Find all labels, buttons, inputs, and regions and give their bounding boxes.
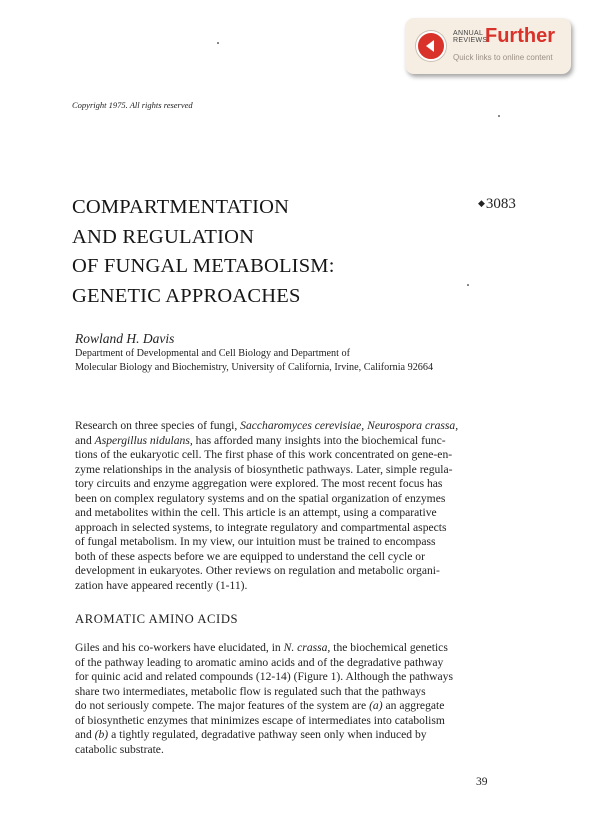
text-line [75, 728, 520, 743]
title-line: OF FUNGAL METABOLISM: [72, 255, 335, 277]
text-line: tions of the eukaryotic cell. The first phase of this work concentrated on gene-en- [75, 448, 453, 461]
list-marker: (b) [94, 728, 109, 741]
badge-publisher-label: ANNUAL REVIEWS [453, 30, 488, 44]
badge-further-label: Further [485, 25, 555, 47]
text-run: the biochemical genetics [330, 641, 448, 654]
badge-quick-links-text: Quick links to online content [453, 53, 553, 62]
text-line: tory circuits and enzyme aggregation were explored. The most recent focus has [75, 477, 443, 490]
species-names: Saccharomyces cerevisiae, Neurospora crassa, [240, 419, 459, 432]
affiliation-line: Department of Developmental and Cell Biology and Department of [75, 348, 350, 359]
text-line: been on complex regulatory systems and on the spatial organization of enzymes [75, 491, 446, 505]
text-line: share two intermediates, metabolic flow is regulated such that the pathways [75, 684, 426, 698]
scan-speck [498, 115, 500, 117]
article-title [72, 193, 432, 311]
text-run: has afforded many insights into the biochemical func- [192, 433, 446, 447]
text-line: of fungal metabolism. In my view, our intuition must be trained to encompass [75, 535, 436, 548]
text-line: of the pathway leading to aromatic amino acids and of the degradative pathway [75, 655, 444, 669]
title-line: AND REGULATION [72, 225, 255, 248]
section-paragraph [75, 641, 520, 757]
text-run: Giles and his co-workers have elucidated, in [75, 641, 284, 654]
list-marker: (a) [369, 699, 383, 712]
text-line: of biosynthetic enzymes that minimizes escape of intermediates into catabolism [75, 713, 445, 727]
scan-speck [467, 284, 469, 286]
text-line [75, 434, 520, 449]
text-line [75, 419, 520, 434]
text-line: zation have appeared recently (1-11). [75, 578, 248, 592]
article-code-number: 3083 [485, 196, 516, 212]
text-line [75, 699, 520, 714]
text-line: development in eukaryotes. Other reviews on regulation and metabolic organi- [75, 564, 440, 577]
diamond-icon: ◆ [478, 198, 485, 208]
text-line: catabolic substrate. [75, 742, 164, 756]
author-name: Rowland H. Davis [75, 331, 175, 346]
article-code [478, 196, 516, 213]
species-name: N. crassa, [283, 641, 331, 654]
page-number: 39 [476, 776, 488, 788]
abstract-paragraph [75, 419, 520, 593]
title-line: GENETIC APPROACHES [72, 284, 301, 307]
text-line: for quinic acid and related compounds (12-14) (Figure 1). Although the pathways [75, 670, 453, 683]
scan-speck [217, 42, 219, 44]
play-back-icon [416, 31, 446, 61]
copyright-notice: Copyright 1975. All rights reserved [72, 100, 193, 110]
annual-reviews-further-badge[interactable] [405, 18, 571, 74]
section-heading: AROMATIC AMINO ACIDS [75, 612, 239, 626]
text-run: an aggregate [382, 699, 445, 712]
text-line: both of these aspects before we are equipped to understand the cell cycle or [75, 549, 425, 563]
text-run: do not seriously compete. The major features of the system are [75, 699, 370, 712]
species-name: Aspergillus nidulans, [94, 433, 193, 447]
text-run: a tightly regulated, degradative pathway seen only when induced by [108, 728, 427, 741]
text-line: approach in selected systems, to integrate regulatory and compartmental aspects [75, 520, 447, 534]
text-run: and [75, 728, 95, 741]
text-run: Research on three species of fungi, [75, 419, 241, 432]
title-line: COMPARTMENTATION [72, 196, 290, 218]
author-affiliation [75, 347, 433, 374]
text-line: and metabolites within the cell. This article is an attempt, using a comparative [75, 506, 437, 519]
text-run: and [75, 433, 95, 447]
text-line: zyme relationships in the analysis of biosynthetic pathways. Later, simple regula- [75, 462, 453, 476]
text-line [75, 641, 520, 656]
affiliation-line: Molecular Biology and Biochemistry, University of California, Irvine, California 92664 [75, 361, 434, 373]
